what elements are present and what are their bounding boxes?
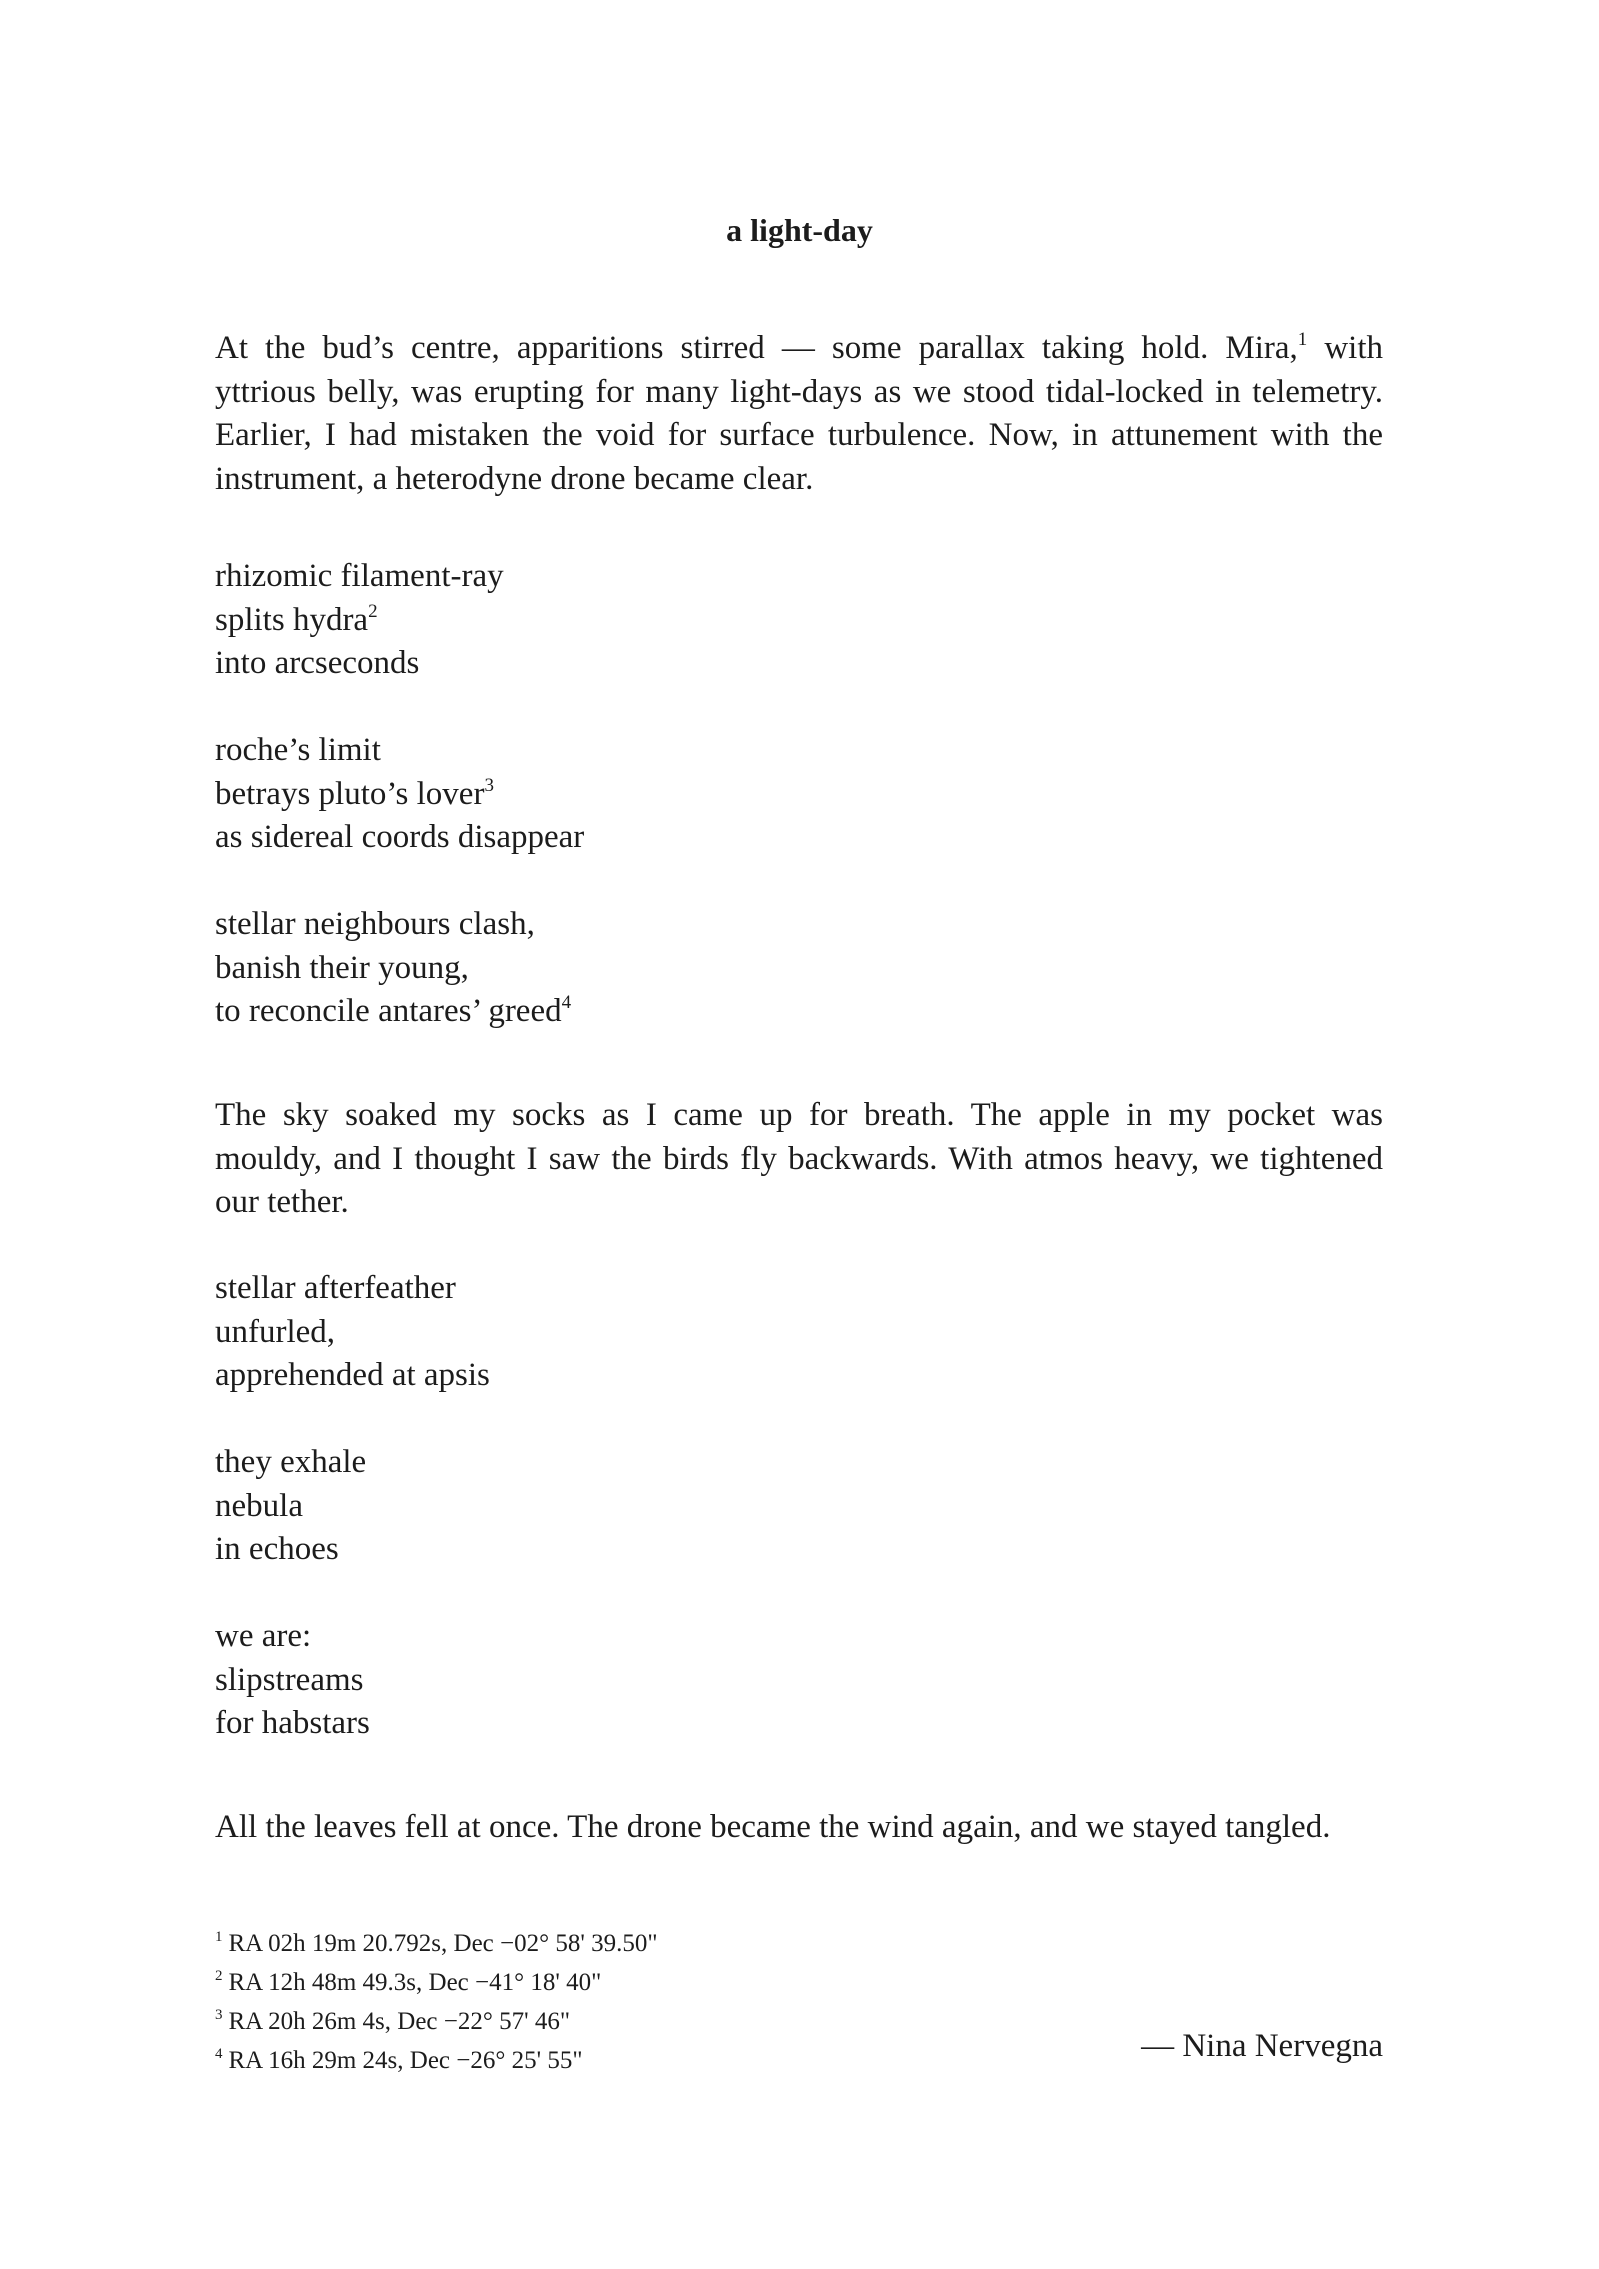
footnote-2: $^2$ RA 12h 48m 49.3s, Dec −41° 18' 40" (215, 1968, 602, 1996)
verse-line: into arcseconds (215, 645, 420, 681)
middle-paragraph (215, 1094, 1383, 1225)
footnote-marker-1: 1 (1297, 329, 1308, 350)
closing-paragraph (215, 1806, 1383, 1850)
verse-line: splits hydra$^2$ (215, 600, 378, 638)
stanza-1 (215, 555, 1383, 686)
verse-line: in echoes (215, 1531, 339, 1567)
stanza-2 (215, 729, 1383, 860)
verse-line: unfurled, (215, 1313, 336, 1350)
stanza-3 (215, 903, 1383, 1034)
intro-paragraph (215, 327, 1383, 501)
verse-line: banish their young, (215, 949, 469, 986)
verse-line: we are: (215, 1618, 312, 1654)
middle-line-3: our tether. (215, 1184, 349, 1220)
verse-line: rhizomic filament-ray (215, 558, 504, 594)
verse-line: for habstars (215, 1705, 370, 1741)
closing-line: All the leaves fell at once. The drone became the wind again, and we stayed tangled. (215, 1809, 1331, 1845)
stanza-5 (215, 1441, 1383, 1572)
footnote-4: $^4$ RA 16h 29m 24s, Dec −26° 25' 55" (215, 2046, 583, 2074)
stanza-6 (215, 1615, 1383, 1746)
intro-line-2: yttrious belly, was erupting for many light-days as we stood tidal-locked in telemetry. (215, 373, 1383, 410)
intro-line-3: Earlier, I had mistaken the void for surface turbulence. Now, in attunement with the (215, 417, 1383, 453)
verse-line: betrays pluto’s lover$^3$ (215, 774, 494, 812)
footnote-marker-3: 3 (484, 774, 494, 796)
stanza-4 (215, 1267, 1383, 1398)
middle-line-2: mouldy, and I thought I saw the birds fly backwards. With atmos heavy, we tightened (215, 1140, 1383, 1177)
intro-line-4: instrument, a heterodyne drone became clear. (215, 460, 814, 497)
poem-title: a light-day (726, 212, 873, 248)
intro-line-1: At the bud’s centre, apparitions stirred — some parallax taking hold. Mira,$^1$ with (215, 329, 1383, 366)
verse-line: stellar neighbours clash, (215, 906, 535, 942)
verse-line: stellar afterfeather (215, 1270, 456, 1306)
verse-line: they exhale (215, 1444, 367, 1480)
footnote-marker-2: 2 (368, 600, 378, 622)
verse-line: apprehended at apsis (215, 1357, 490, 1393)
footnote-3: $^3$ RA 20h 26m 4s, Dec −22° 57' 46" (215, 2007, 571, 2035)
middle-line-1: The sky soaked my socks as I came up for breath. The apple in my pocket was (215, 1097, 1383, 1133)
verse-line: nebula (215, 1487, 303, 1524)
verse-line: to reconcile antares’ greed$^4$ (215, 992, 572, 1029)
verse-line: as sidereal coords disappear (215, 819, 585, 855)
footnote-marker-4: 4 (561, 992, 572, 1013)
verse-line: slipstreams (215, 1661, 364, 1698)
verse-line: roche’s limit (215, 732, 381, 768)
author-signature: — Nina Nervegna (1141, 2028, 1383, 2064)
footnotes (215, 1926, 915, 2082)
footnote-1: $^1$ RA 02h 19m 20.792s, Dec −02° 58' 39.50" (215, 1929, 658, 1957)
